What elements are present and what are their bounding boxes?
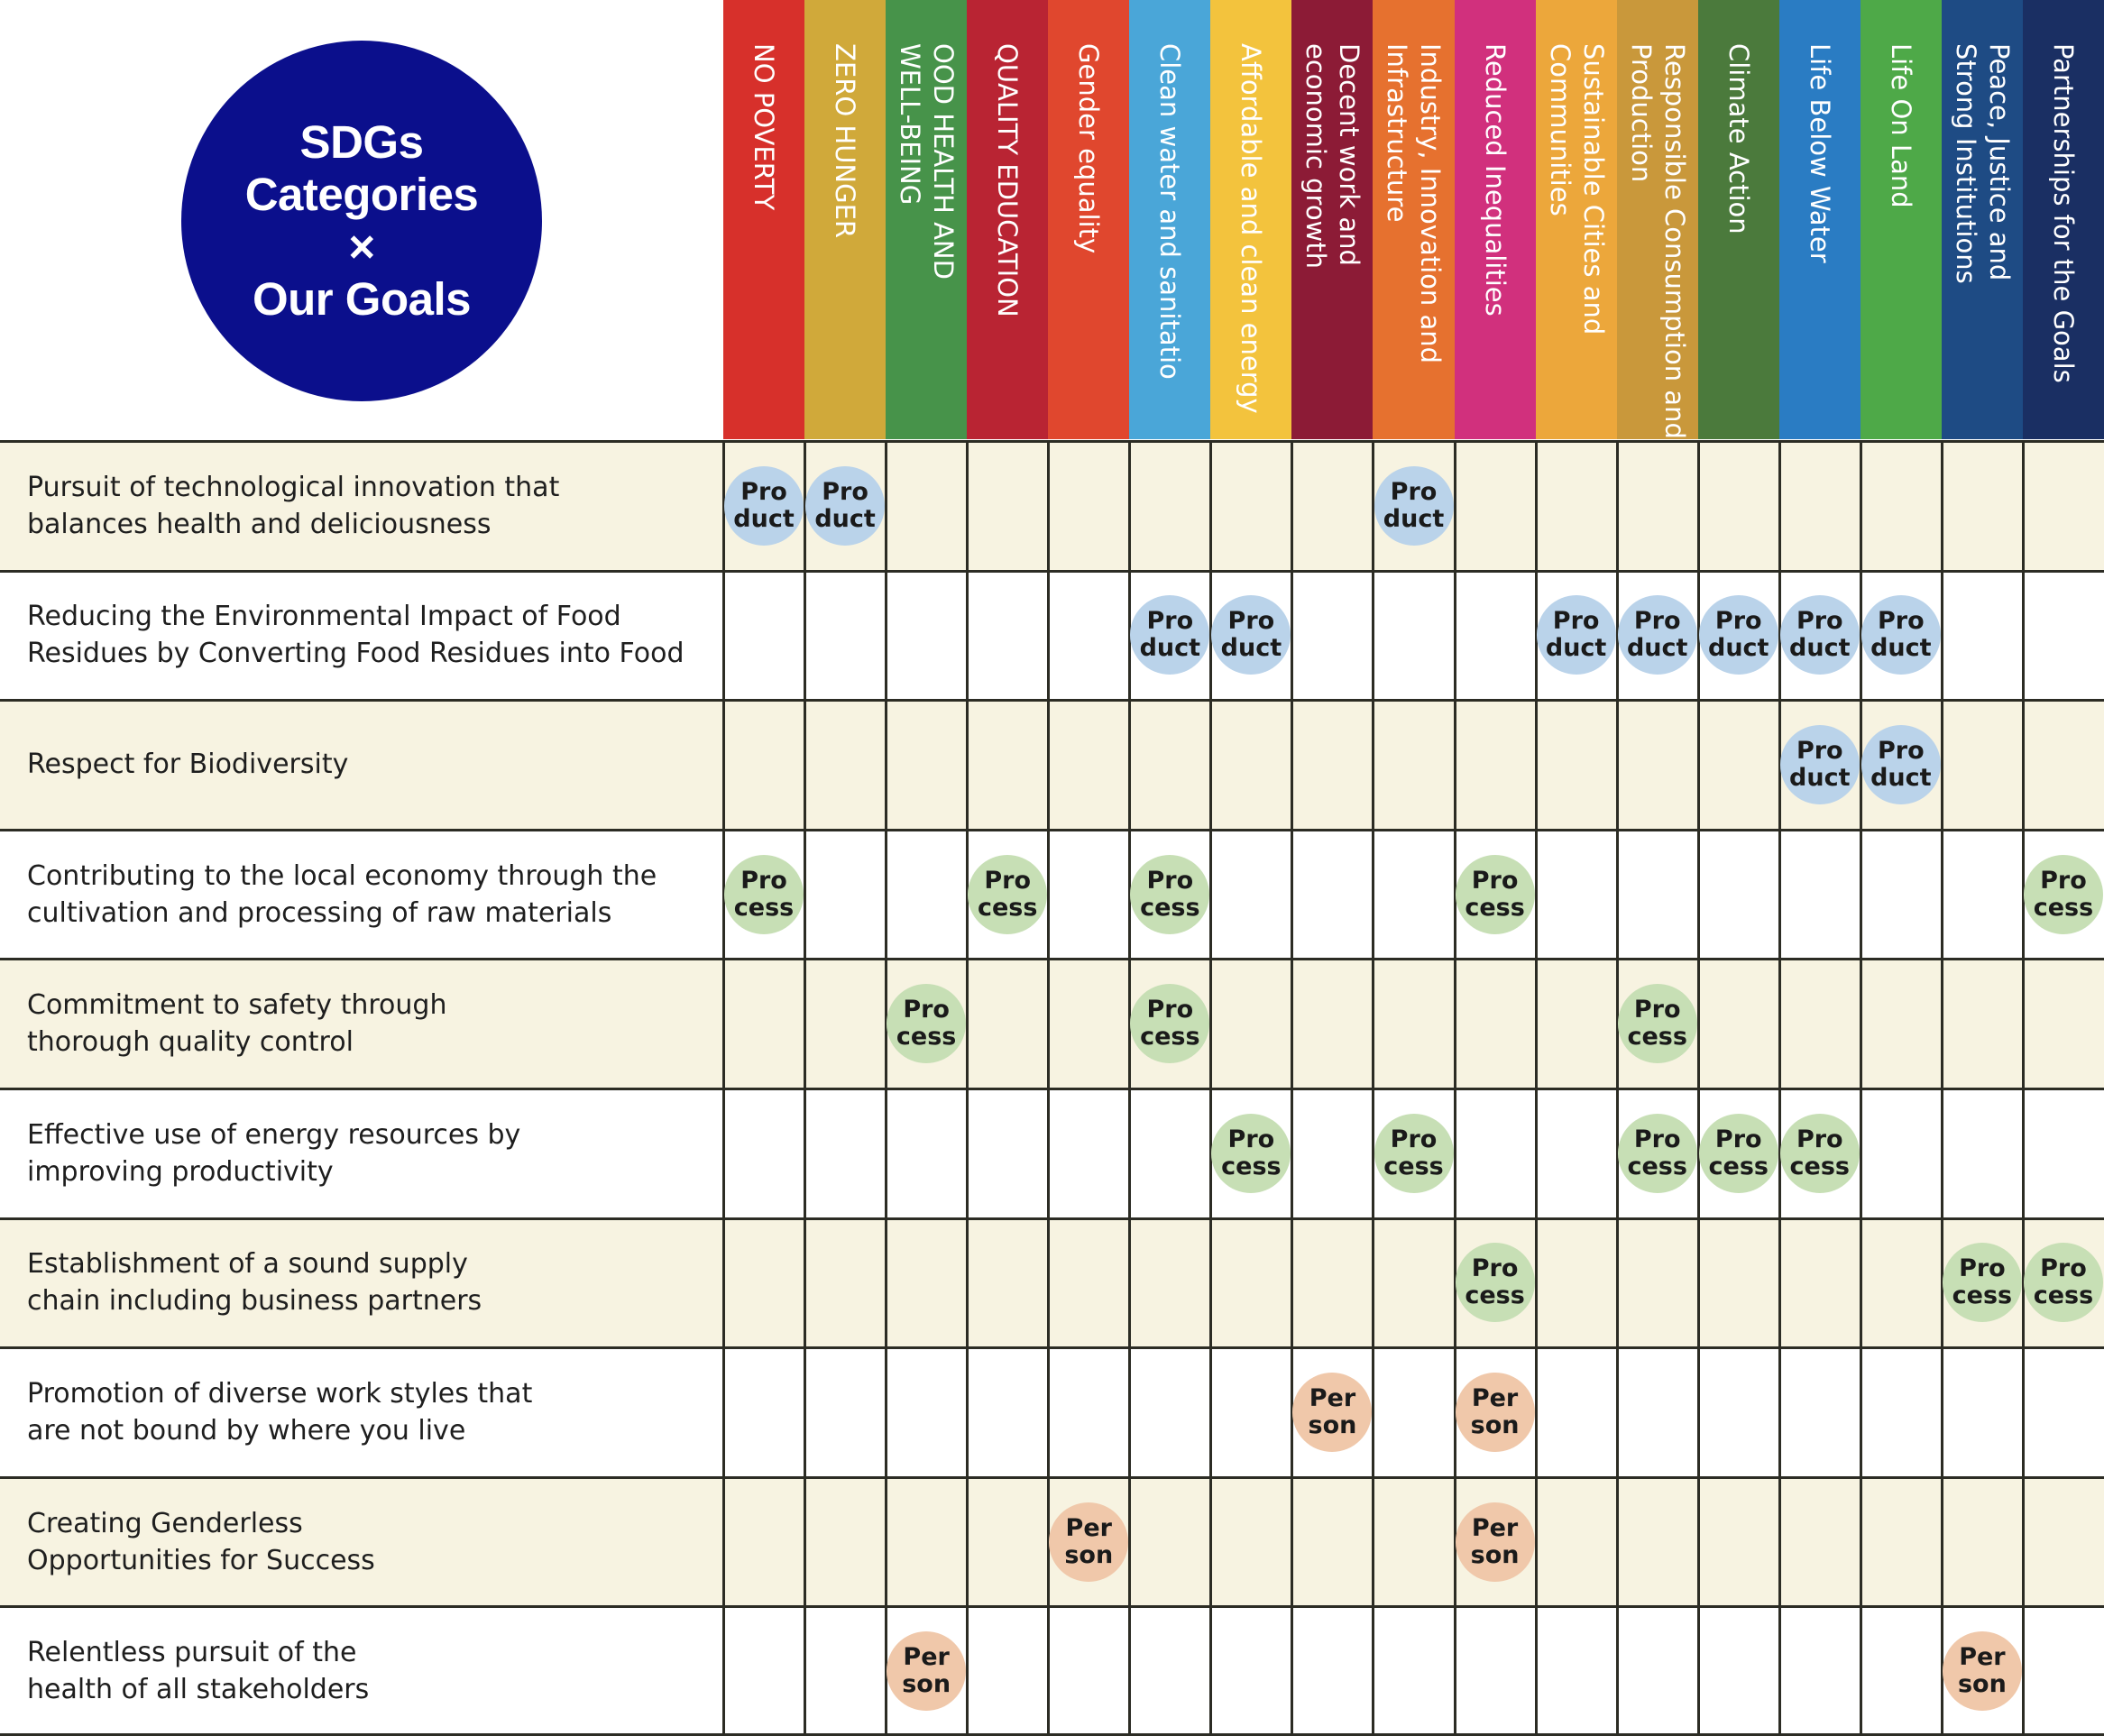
badge-product: Pro duct <box>724 466 804 546</box>
row-label-text: Effective use of energy resources by improving productivity <box>27 1118 521 1188</box>
grid-line-horizontal <box>0 1476 2104 1479</box>
goal-label: Industry, Innovation and Infrastructure <box>1382 43 1447 364</box>
badge-process: Pro cess <box>1943 1243 2022 1322</box>
grid-line-horizontal <box>0 440 2104 443</box>
badge-product: Pro duct <box>1211 595 1291 675</box>
goal-label: Life On Land <box>1886 43 1917 208</box>
goal-header <box>1617 0 1698 439</box>
goal-header <box>1698 0 1779 439</box>
badge-product: Pro duct <box>1130 595 1209 675</box>
grid-line-vertical <box>1372 441 1374 1736</box>
goal-header <box>1373 0 1454 439</box>
badge-product: Pro duct <box>1861 595 1941 675</box>
goal-label: Gender equality <box>1073 43 1105 254</box>
badge-product: Pro duct <box>1699 595 1778 675</box>
row-label <box>27 441 721 571</box>
row-label-text: Reducing the Environmental Impact of Food Residues by Converting Food Residues into Food <box>27 601 684 670</box>
goal-header <box>1129 0 1210 439</box>
goal-header <box>1536 0 1617 439</box>
grid-line-horizontal <box>0 829 2104 831</box>
goal-header <box>1210 0 1291 439</box>
row-label-text: Relentless pursuit of the health of all stakeholders <box>27 1637 370 1706</box>
goal-label: OOD HEALTH AND WELL-BEING <box>895 43 960 280</box>
row-label-text: Commitment to safety through thorough quality control <box>27 989 447 1059</box>
logo-line-1: SDGs <box>299 116 424 168</box>
row-label-text: Creating Genderless Opportunities for Success <box>27 1507 375 1576</box>
goal-label: Reduced Inequalities <box>1480 43 1511 317</box>
row-label-text: Contributing to the local economy through the cultivation and processing of raw materials <box>27 859 657 929</box>
badge-person: Per son <box>1292 1373 1372 1452</box>
goal-header <box>1942 0 2023 439</box>
goal-header <box>2023 0 2104 439</box>
goal-label: QUALITY EDUCATION <box>992 43 1024 317</box>
goal-label: NO POVERTY <box>749 43 780 211</box>
row-label <box>27 830 721 960</box>
goal-label: Affordable and clean energy <box>1236 43 1267 414</box>
goal-label: ZERO HUNGER <box>830 43 861 239</box>
goal-label: Clean water and sanitatio <box>1154 43 1186 380</box>
sdgs-categories-logo <box>181 41 542 401</box>
row-label-text: Respect for Biodiversity <box>27 749 349 781</box>
goal-label: Responsible Consumption and Production <box>1625 43 1690 439</box>
goal-label: Life Below Water <box>1805 43 1836 263</box>
badge-process: Pro cess <box>1456 855 1535 934</box>
row-label <box>27 1347 721 1477</box>
badge-process: Pro cess <box>1374 1114 1454 1193</box>
badge-process: Pro cess <box>724 855 804 934</box>
row-label <box>27 1606 721 1736</box>
badge-process: Pro cess <box>1618 1114 1697 1193</box>
logo-line-2: Categories <box>244 169 479 220</box>
grid-line-vertical <box>2022 441 2025 1736</box>
goal-header <box>1048 0 1129 439</box>
goal-header <box>967 0 1048 439</box>
logo-line-3: × <box>348 221 375 272</box>
badge-process: Pro cess <box>1456 1243 1535 1322</box>
goal-header <box>1455 0 1536 439</box>
goal-header <box>1779 0 1861 439</box>
badge-product: Pro duct <box>1618 595 1697 675</box>
grid-line-horizontal <box>0 570 2104 573</box>
goal-header <box>723 0 804 439</box>
grid-line-vertical <box>966 441 969 1736</box>
goal-label: Climate Action <box>1723 43 1755 234</box>
goal-header <box>886 0 967 439</box>
row-label-text: Establishment of a sound supply chain including business partners <box>27 1248 482 1318</box>
badge-person: Per son <box>1456 1502 1535 1582</box>
grid-line-horizontal <box>0 1346 2104 1349</box>
badge-process: Pro cess <box>1699 1114 1778 1193</box>
row-label <box>27 959 721 1088</box>
row-label <box>27 1477 721 1607</box>
badge-process: Pro cess <box>1618 984 1697 1063</box>
row-label <box>27 1218 721 1348</box>
badge-person: Per son <box>1049 1502 1128 1582</box>
badge-process: Pro cess <box>1130 984 1209 1063</box>
badge-process: Pro cess <box>1780 1114 1860 1193</box>
badge-product: Pro duct <box>805 466 885 546</box>
goal-header <box>1291 0 1373 439</box>
grid-line-vertical <box>722 441 725 1736</box>
goal-label: Partnerships for the Goals <box>2048 43 2080 383</box>
grid-line-horizontal <box>0 1088 2104 1090</box>
badge-process: Pro cess <box>968 855 1047 934</box>
goal-label: Peace, Justice and Strong Institutions <box>1950 43 2015 284</box>
badge-product: Pro duct <box>1374 466 1454 546</box>
row-label-text: Promotion of diverse work styles that are not bound by where you live <box>27 1377 533 1447</box>
grid-line-vertical <box>1291 441 1293 1736</box>
goal-label: Decent work and economic growth <box>1300 43 1365 270</box>
goal-header <box>1861 0 1942 439</box>
badge-process: Pro cess <box>887 984 966 1063</box>
row-label <box>27 1088 721 1218</box>
grid-line-vertical <box>885 441 887 1736</box>
badge-process: Pro cess <box>1130 855 1209 934</box>
badge-process: Pro cess <box>2024 1243 2103 1322</box>
badge-person: Per son <box>1456 1373 1535 1452</box>
badge-person: Per son <box>1943 1631 2022 1711</box>
grid-line-vertical <box>1941 441 1943 1736</box>
badge-process: Pro cess <box>2024 855 2103 934</box>
badge-product: Pro duct <box>1861 725 1941 804</box>
grid-line-horizontal <box>0 958 2104 960</box>
badge-product: Pro duct <box>1780 725 1860 804</box>
goal-header <box>804 0 886 439</box>
grid-line-horizontal <box>0 1605 2104 1608</box>
goal-label: Sustainable Cities and Communities <box>1544 43 1609 335</box>
badge-product: Pro duct <box>1537 595 1616 675</box>
badge-product: Pro duct <box>1780 595 1860 675</box>
row-label <box>27 700 721 830</box>
grid-line-vertical <box>804 441 806 1736</box>
row-label-text: Pursuit of technological innovation that balances health and deliciousness <box>27 471 560 540</box>
logo-line-4: Our Goals <box>252 273 472 325</box>
badge-person: Per son <box>887 1631 966 1711</box>
grid-line-horizontal <box>0 699 2104 702</box>
grid-line-horizontal <box>0 1217 2104 1220</box>
row-label <box>27 571 721 701</box>
badge-process: Pro cess <box>1211 1114 1291 1193</box>
